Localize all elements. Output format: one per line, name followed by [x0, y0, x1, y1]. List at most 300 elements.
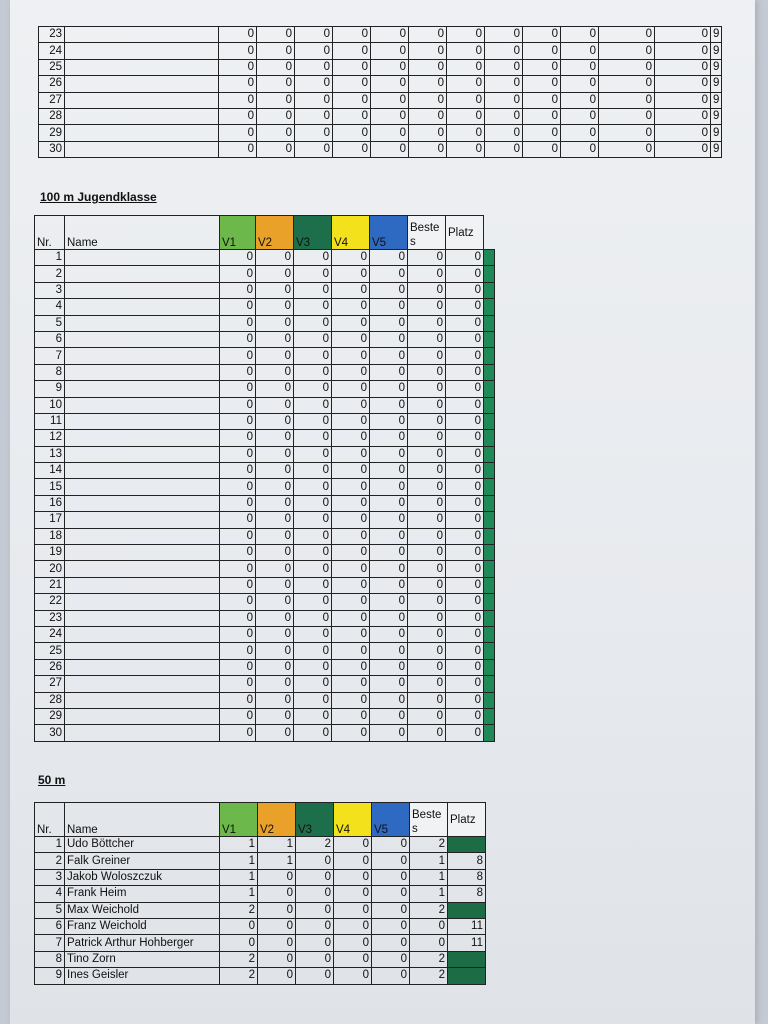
- name-cell: Max Weichold: [65, 902, 220, 918]
- place-cell: 8: [448, 869, 486, 885]
- table-row: [35, 315, 495, 331]
- table-row: [35, 853, 486, 869]
- value-cell: 0: [294, 299, 332, 315]
- value-cell: 0: [408, 594, 446, 610]
- row-number: 23: [39, 27, 65, 43]
- value-cell: 0: [219, 27, 257, 43]
- value-cell: 0: [370, 413, 408, 429]
- value-cell: 0: [220, 430, 256, 446]
- value-cell: 0: [220, 512, 256, 528]
- value-cell: 0: [408, 659, 446, 675]
- place-cell: 1: [484, 725, 495, 741]
- table-row: [35, 902, 486, 918]
- header-nr: Nr.: [35, 803, 65, 837]
- place-cell: 1: [484, 577, 495, 593]
- value-cell: 0: [220, 331, 256, 347]
- value-cell: 1: [410, 869, 448, 885]
- table-row: [35, 463, 495, 479]
- row-number: 23: [35, 610, 65, 626]
- value-cell: 0: [294, 594, 332, 610]
- value-cell: 0: [372, 886, 410, 902]
- value-cell: 0: [446, 692, 484, 708]
- value-cell: 0: [408, 250, 446, 266]
- header-name: Name: [65, 216, 220, 250]
- row-number: 30: [39, 141, 65, 157]
- header-v1: V1: [220, 216, 256, 250]
- value-cell: 0: [332, 561, 370, 577]
- value-cell: 0: [294, 512, 332, 528]
- name-cell: [65, 108, 219, 124]
- value-cell: 0: [295, 125, 333, 141]
- value-cell: 0: [257, 125, 295, 141]
- value-cell: 0: [561, 141, 599, 157]
- value-cell: 0: [220, 918, 258, 934]
- name-cell: [65, 545, 220, 561]
- value-cell: 0: [257, 108, 295, 124]
- value-cell: 0: [256, 512, 294, 528]
- value-cell: 0: [370, 725, 408, 741]
- value-cell: 0: [446, 250, 484, 266]
- value-cell: 0: [408, 725, 446, 741]
- row-number: 16: [35, 495, 65, 511]
- value-cell: 0: [446, 495, 484, 511]
- value-cell: 0: [294, 708, 332, 724]
- value-cell: 0: [256, 610, 294, 626]
- value-cell: 0: [256, 397, 294, 413]
- header-v2: V2: [256, 216, 294, 250]
- value-cell: 0: [408, 708, 446, 724]
- value-cell: 0: [256, 594, 294, 610]
- table-row: [35, 725, 495, 741]
- value-cell: 0: [333, 92, 371, 108]
- row-number: 6: [35, 918, 65, 934]
- value-cell: 2: [410, 902, 448, 918]
- table-row: [39, 92, 722, 108]
- value-cell: 0: [333, 125, 371, 141]
- value-cell: 0: [258, 935, 296, 951]
- value-cell: 0: [599, 43, 655, 59]
- place-cell: 1: [484, 282, 495, 298]
- value-cell: 0: [409, 141, 447, 157]
- value-cell: 1: [258, 837, 296, 853]
- row-number: 3: [35, 869, 65, 885]
- value-cell: 0: [258, 951, 296, 967]
- value-cell: 0: [256, 381, 294, 397]
- table-row: [35, 364, 495, 380]
- row-number: 22: [35, 594, 65, 610]
- value-cell: 0: [561, 76, 599, 92]
- value-cell: 0: [333, 43, 371, 59]
- value-cell: 0: [257, 76, 295, 92]
- value-cell: 0: [294, 381, 332, 397]
- value-cell: 0: [370, 250, 408, 266]
- value-cell: 0: [370, 594, 408, 610]
- value-cell: 0: [220, 397, 256, 413]
- value-cell: 0: [485, 141, 523, 157]
- place-cell: 1: [484, 299, 495, 315]
- value-cell: 0: [256, 430, 294, 446]
- name-cell: Patrick Arthur Hohberger: [65, 935, 220, 951]
- value-cell: 0: [408, 676, 446, 692]
- value-cell: 0: [370, 315, 408, 331]
- value-cell: 0: [408, 381, 446, 397]
- value-cell: 0: [220, 250, 256, 266]
- value-cell: 0: [446, 364, 484, 380]
- place-cell: 1: [484, 692, 495, 708]
- value-cell: 0: [561, 59, 599, 75]
- value-cell: 0: [655, 27, 711, 43]
- value-cell: 0: [408, 315, 446, 331]
- name-cell: [65, 92, 219, 108]
- place-cell: 1: [484, 381, 495, 397]
- value-cell: 0: [447, 141, 485, 157]
- value-cell: 0: [599, 59, 655, 75]
- value-cell: 0: [220, 315, 256, 331]
- table-row: [39, 27, 722, 43]
- value-cell: 0: [408, 577, 446, 593]
- value-cell: 0: [294, 692, 332, 708]
- table-row: [35, 397, 495, 413]
- value-cell: 0: [599, 141, 655, 157]
- row-number: 29: [35, 708, 65, 724]
- name-cell: Ines Geisler: [65, 968, 220, 984]
- value-cell: 0: [294, 495, 332, 511]
- value-cell: 0: [485, 43, 523, 59]
- value-cell: 0: [408, 643, 446, 659]
- place-cell: 1: [484, 266, 495, 282]
- name-cell: [65, 43, 219, 59]
- value-cell: 0: [220, 708, 256, 724]
- value-cell: 0: [220, 282, 256, 298]
- value-cell: 9: [711, 27, 722, 43]
- value-cell: 0: [332, 643, 370, 659]
- value-cell: 0: [332, 282, 370, 298]
- place-cell: 11: [448, 935, 486, 951]
- value-cell: 0: [334, 902, 372, 918]
- value-cell: 0: [409, 43, 447, 59]
- value-cell: 0: [219, 76, 257, 92]
- value-cell: 0: [295, 59, 333, 75]
- value-cell: 0: [332, 348, 370, 364]
- value-cell: 0: [256, 315, 294, 331]
- row-number: 12: [35, 430, 65, 446]
- row-number: 17: [35, 512, 65, 528]
- value-cell: 0: [220, 463, 256, 479]
- row-number: 8: [35, 364, 65, 380]
- table-row: [39, 125, 722, 141]
- value-cell: 0: [408, 545, 446, 561]
- row-number: 30: [35, 725, 65, 741]
- table-row: [35, 692, 495, 708]
- value-cell: 0: [446, 512, 484, 528]
- table-row: [35, 512, 495, 528]
- value-cell: 9: [711, 59, 722, 75]
- value-cell: 0: [258, 869, 296, 885]
- value-cell: 0: [655, 108, 711, 124]
- value-cell: 0: [372, 951, 410, 967]
- value-cell: 0: [332, 299, 370, 315]
- value-cell: 0: [257, 141, 295, 157]
- place-cell: 1: [484, 561, 495, 577]
- name-cell: [65, 463, 220, 479]
- name-cell: [65, 692, 220, 708]
- value-cell: 0: [408, 610, 446, 626]
- name-cell: [65, 626, 220, 642]
- value-cell: 0: [332, 577, 370, 593]
- place-cell: 1: [484, 594, 495, 610]
- value-cell: 0: [220, 446, 256, 462]
- table-row: [35, 918, 486, 934]
- value-cell: 0: [294, 528, 332, 544]
- value-cell: 0: [485, 92, 523, 108]
- place-cell: 1: [484, 528, 495, 544]
- table-row: [35, 266, 495, 282]
- value-cell: 0: [599, 76, 655, 92]
- value-cell: 0: [655, 43, 711, 59]
- value-cell: 0: [334, 968, 372, 984]
- value-cell: 0: [523, 59, 561, 75]
- value-cell: 0: [446, 725, 484, 741]
- value-cell: 0: [294, 364, 332, 380]
- value-cell: 0: [332, 626, 370, 642]
- value-cell: 0: [409, 27, 447, 43]
- name-cell: [65, 250, 220, 266]
- value-cell: 0: [370, 577, 408, 593]
- table-row: [35, 659, 495, 675]
- value-cell: 0: [332, 708, 370, 724]
- value-cell: 0: [257, 43, 295, 59]
- value-cell: 0: [410, 935, 448, 951]
- row-number: 21: [35, 577, 65, 593]
- value-cell: 0: [294, 577, 332, 593]
- value-cell: 0: [371, 108, 409, 124]
- value-cell: 0: [372, 853, 410, 869]
- name-cell: [65, 725, 220, 741]
- name-cell: Udo Böttcher: [65, 837, 220, 853]
- value-cell: 0: [332, 676, 370, 692]
- value-cell: 0: [561, 92, 599, 108]
- header-place: Platz: [448, 803, 486, 837]
- name-cell: [65, 59, 219, 75]
- name-cell: [65, 430, 220, 446]
- value-cell: 1: [410, 886, 448, 902]
- value-cell: 0: [258, 886, 296, 902]
- value-cell: 0: [372, 837, 410, 853]
- value-cell: 0: [370, 266, 408, 282]
- header-v3: V3: [294, 216, 332, 250]
- value-cell: 0: [599, 92, 655, 108]
- name-cell: [65, 76, 219, 92]
- table-row: [39, 141, 722, 157]
- value-cell: 0: [294, 250, 332, 266]
- value-cell: 0: [523, 125, 561, 141]
- name-cell: Tino Zorn: [65, 951, 220, 967]
- value-cell: 0: [295, 43, 333, 59]
- name-cell: [65, 125, 219, 141]
- value-cell: 0: [446, 708, 484, 724]
- table-row: [35, 479, 495, 495]
- value-cell: 0: [256, 708, 294, 724]
- name-cell: [65, 315, 220, 331]
- value-cell: 0: [332, 397, 370, 413]
- value-cell: 0: [220, 725, 256, 741]
- value-cell: 0: [332, 315, 370, 331]
- value-cell: 0: [446, 397, 484, 413]
- value-cell: 0: [332, 266, 370, 282]
- row-number: 18: [35, 528, 65, 544]
- value-cell: 0: [294, 545, 332, 561]
- value-cell: 0: [446, 331, 484, 347]
- value-cell: 0: [561, 27, 599, 43]
- value-cell: 0: [370, 381, 408, 397]
- row-number: 10: [35, 397, 65, 413]
- value-cell: 0: [332, 692, 370, 708]
- name-cell: [65, 708, 220, 724]
- value-cell: 9: [711, 43, 722, 59]
- value-cell: 0: [523, 43, 561, 59]
- value-cell: 0: [220, 381, 256, 397]
- value-cell: 0: [370, 331, 408, 347]
- value-cell: 0: [332, 528, 370, 544]
- value-cell: 0: [408, 331, 446, 347]
- value-cell: 2: [220, 968, 258, 984]
- value-cell: 0: [599, 27, 655, 43]
- name-cell: [65, 643, 220, 659]
- table-row: [35, 577, 495, 593]
- value-cell: 0: [408, 479, 446, 495]
- value-cell: 0: [220, 626, 256, 642]
- value-cell: 2: [410, 968, 448, 984]
- value-cell: 0: [219, 141, 257, 157]
- table-row: [35, 545, 495, 561]
- value-cell: 0: [371, 43, 409, 59]
- value-cell: 0: [294, 348, 332, 364]
- top-results-table: [38, 26, 722, 158]
- table-row: [35, 968, 486, 984]
- place-cell: 1: [448, 837, 486, 853]
- value-cell: 0: [296, 853, 334, 869]
- value-cell: 0: [332, 430, 370, 446]
- value-cell: 0: [294, 397, 332, 413]
- value-cell: 0: [296, 886, 334, 902]
- value-cell: 0: [333, 27, 371, 43]
- header-v5: V5: [372, 803, 410, 837]
- name-cell: Frank Heim: [65, 886, 220, 902]
- place-cell: 1: [484, 463, 495, 479]
- value-cell: 0: [561, 108, 599, 124]
- table-row: [35, 886, 486, 902]
- value-cell: 0: [447, 27, 485, 43]
- value-cell: 0: [370, 430, 408, 446]
- value-cell: 0: [333, 59, 371, 75]
- value-cell: 0: [408, 397, 446, 413]
- header-v5: V5: [370, 216, 408, 250]
- row-number: 29: [39, 125, 65, 141]
- value-cell: 0: [446, 594, 484, 610]
- value-cell: 0: [408, 299, 446, 315]
- value-cell: 0: [446, 610, 484, 626]
- value-cell: 0: [446, 348, 484, 364]
- value-cell: 0: [219, 92, 257, 108]
- table-row: [35, 869, 486, 885]
- value-cell: 0: [446, 315, 484, 331]
- header-v1: V1: [220, 803, 258, 837]
- value-cell: 0: [446, 282, 484, 298]
- value-cell: 9: [711, 125, 722, 141]
- table-row: [35, 708, 495, 724]
- value-cell: 0: [446, 528, 484, 544]
- value-cell: 2: [220, 902, 258, 918]
- table-row: [35, 935, 486, 951]
- value-cell: 0: [446, 299, 484, 315]
- row-number: 24: [35, 626, 65, 642]
- row-number: 28: [35, 692, 65, 708]
- value-cell: 0: [256, 282, 294, 298]
- row-number: 5: [35, 315, 65, 331]
- table-row: [35, 495, 495, 511]
- place-cell: 1: [448, 968, 486, 984]
- value-cell: 0: [257, 59, 295, 75]
- value-cell: 0: [294, 430, 332, 446]
- value-cell: 0: [655, 125, 711, 141]
- table-row: [35, 282, 495, 298]
- value-cell: 0: [256, 725, 294, 741]
- value-cell: 0: [220, 413, 256, 429]
- row-number: 4: [35, 299, 65, 315]
- value-cell: 1: [220, 886, 258, 902]
- place-cell: 1: [484, 610, 495, 626]
- value-cell: 0: [370, 512, 408, 528]
- value-cell: 0: [370, 659, 408, 675]
- value-cell: 0: [370, 545, 408, 561]
- value-cell: 0: [370, 528, 408, 544]
- value-cell: 0: [655, 141, 711, 157]
- value-cell: 0: [256, 364, 294, 380]
- value-cell: 0: [220, 299, 256, 315]
- header-v4: V4: [332, 216, 370, 250]
- value-cell: 1: [220, 869, 258, 885]
- place-cell: 1: [484, 708, 495, 724]
- value-cell: 0: [446, 545, 484, 561]
- value-cell: 9: [711, 76, 722, 92]
- value-cell: 0: [332, 495, 370, 511]
- name-cell: [65, 266, 220, 282]
- value-cell: 0: [408, 413, 446, 429]
- value-cell: 0: [332, 545, 370, 561]
- name-cell: [65, 528, 220, 544]
- value-cell: 0: [220, 577, 256, 593]
- value-cell: 0: [296, 918, 334, 934]
- table-row: [35, 951, 486, 967]
- value-cell: 0: [370, 299, 408, 315]
- value-cell: 9: [711, 108, 722, 124]
- row-number: 2: [35, 853, 65, 869]
- value-cell: 9: [711, 92, 722, 108]
- value-cell: 0: [334, 951, 372, 967]
- name-cell: [65, 561, 220, 577]
- value-cell: 0: [371, 141, 409, 157]
- value-cell: 0: [294, 561, 332, 577]
- value-cell: 0: [446, 659, 484, 675]
- value-cell: 0: [446, 430, 484, 446]
- value-cell: 0: [371, 92, 409, 108]
- name-cell: [65, 479, 220, 495]
- value-cell: 0: [220, 528, 256, 544]
- name-cell: [65, 594, 220, 610]
- row-number: 4: [35, 886, 65, 902]
- value-cell: 0: [409, 76, 447, 92]
- value-cell: 2: [296, 837, 334, 853]
